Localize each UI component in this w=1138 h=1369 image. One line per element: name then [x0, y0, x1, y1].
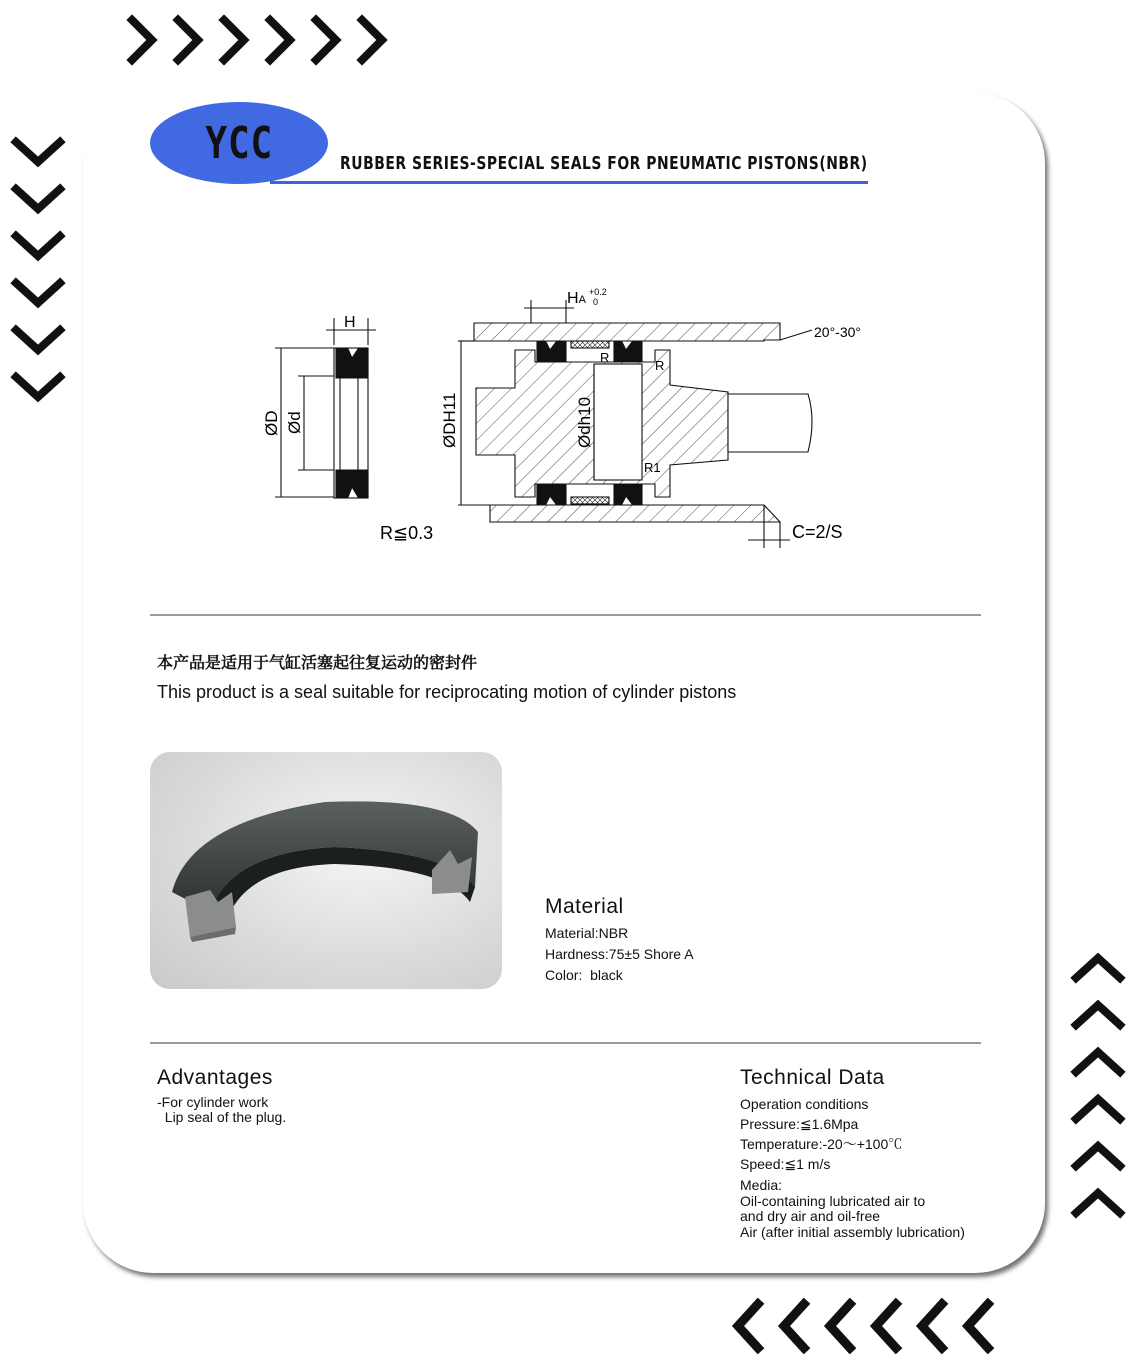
- technical-line-4: Speed:≦1 m/s: [740, 1156, 831, 1172]
- label-r1: R1: [644, 460, 661, 475]
- material-heading: Material: [545, 895, 624, 918]
- product-image: [150, 752, 502, 989]
- advantages-heading: Advantages: [157, 1066, 273, 1089]
- label-angle: 20°-30°: [814, 324, 862, 340]
- material-line-2: Hardness:75±5 Shore A: [545, 946, 694, 962]
- divider-top: [150, 614, 981, 616]
- seal-section-view: [275, 318, 376, 498]
- material-line-3: Color: black: [545, 967, 623, 983]
- label-r03: R≦0.3: [380, 523, 434, 543]
- seal-render: [150, 752, 502, 989]
- label-od: ØD: [262, 410, 281, 436]
- chevrons-left-decoration: [730, 1298, 1010, 1354]
- chevrons-right-decoration: [124, 14, 404, 66]
- assembly-section-view: [458, 300, 812, 548]
- technical-line-1: Operation conditions: [740, 1096, 869, 1112]
- chevrons-down-decoration: [10, 134, 66, 409]
- technical-heading: Technical Data: [740, 1066, 885, 1089]
- label-ha: HA: [567, 290, 586, 307]
- label-ha-tol-up: +0.2: [589, 287, 607, 297]
- technical-line-2: Pressure:≦1.6Mpa: [740, 1116, 859, 1132]
- label-id: Ød: [285, 411, 304, 434]
- label-ha-tol-lo: 0: [593, 297, 599, 307]
- brand-logo: [150, 102, 328, 184]
- media-line-1: Oil-containing lubricated air to: [740, 1193, 926, 1209]
- label-bore: ØDH11: [440, 392, 459, 448]
- advantages-line-1: -For cylinder work: [157, 1094, 269, 1110]
- label-r-left: R: [600, 350, 610, 365]
- media-line-2: and dry air and oil-free: [740, 1208, 881, 1224]
- description-zh: 本产品是适用于气缸活塞起往复运动的密封件: [157, 655, 478, 672]
- label-r-right: R: [655, 358, 665, 373]
- description-en: This product is a seal suitable for reciprocating motion of cylinder pistons: [157, 682, 737, 702]
- label-groove: Ødh10: [575, 396, 594, 448]
- technical-drawing: [250, 280, 890, 560]
- label-h: H: [344, 314, 356, 331]
- media-label: Media:: [740, 1177, 783, 1193]
- label-chamfer: C=2/S: [792, 522, 843, 542]
- chevrons-up-decoration: [1070, 950, 1126, 1225]
- media-line-3: Air (after initial assembly lubrication): [740, 1224, 965, 1240]
- page-title: RUBBER SERIES-SPECIAL SEALS FOR PNEUMATIC PISTONS(NBR): [340, 153, 868, 174]
- title-underline: [270, 181, 868, 184]
- material-line-1: Material:NBR: [545, 925, 629, 941]
- advantages-line-2: Lip seal of the plug.: [157, 1109, 287, 1125]
- divider-bottom: [150, 1042, 981, 1044]
- brand-logo-text: YCC: [205, 117, 273, 169]
- technical-line-3: Temperature:-20～+100℃: [740, 1136, 903, 1152]
